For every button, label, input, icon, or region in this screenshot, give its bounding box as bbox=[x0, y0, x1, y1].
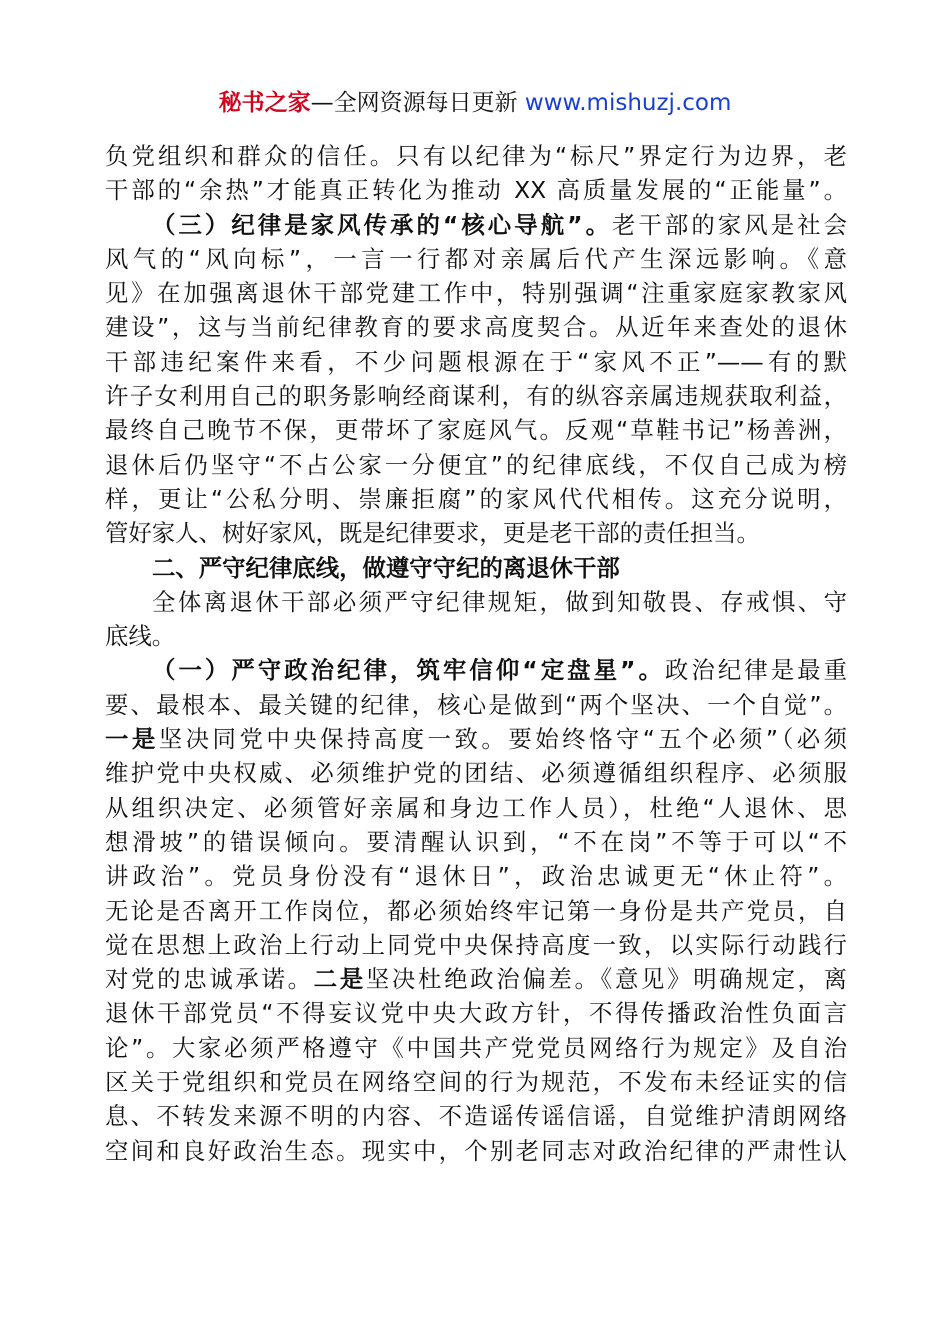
site-brand: 秘书之家 bbox=[218, 90, 311, 116]
text-line: 觉在思想上政治上行动上同党中央保持高度一致，以实际行动践行 bbox=[105, 930, 847, 959]
text-line: 全体离退休干部必须严守纪律规矩，做到知敬畏、存戒惧、守 bbox=[152, 587, 847, 616]
text-line: 退休后仍坚守“不占公家一分便宜”的纪律底线，不仅自己成为榜 bbox=[105, 450, 847, 479]
text-line: 无论是否离开工作岗位，都必须始终牢记第一身份是共产党员，自 bbox=[105, 896, 847, 925]
text-line: 干部违纪案件来看，不少问题根源在于“家风不正”——有的默 bbox=[105, 347, 847, 376]
text-line: 退休干部党员“不得妄议党中央大政方针，不得传播政治性负面言 bbox=[105, 999, 847, 1028]
site-slogan: —全网资源每日更新 bbox=[310, 90, 525, 116]
text-line: 对党的忠诚承诺。二是坚决杜绝政治偏差。《意见》明确规定，离 bbox=[105, 965, 847, 994]
text-line: 一是坚决同党中央保持高度一致。要始终恪守“五个必须”（必须 bbox=[105, 725, 847, 754]
text-line: 息、不转发来源不明的内容、不造谣传谣信谣，自觉维护清朗网络 bbox=[105, 1102, 847, 1131]
text-line: 要、最根本、最关键的纪律，核心是做到“两个坚决、一个自觉”。 bbox=[105, 690, 847, 719]
subheading-line: （一）严守政治纪律，筑牢信仰“定盘星”。政治纪律是最重 bbox=[152, 656, 847, 685]
text-line: 从组织决定、必须管好亲属和身边工作人员），杜绝“人退休、思 bbox=[105, 793, 847, 822]
site-url-link[interactable]: www.mishuzj.com bbox=[524, 90, 732, 116]
text-line: 见》在加强离退休干部党建工作中，特别强调“注重家庭家教家风 bbox=[105, 279, 847, 308]
site-header bbox=[0, 86, 950, 120]
text-line: 底线。 bbox=[105, 622, 176, 651]
text-line: 样，更让“公私分明、崇廉拒腐”的家风代代相传。这充分说明， bbox=[105, 484, 847, 513]
text-line: 论”。大家必须严格遵守《中国共产党党员网络行为规定》及自治 bbox=[105, 1033, 847, 1062]
subheading: （三）纪律是家风传承的“核心导航”。 bbox=[152, 210, 613, 239]
text-line: 负党组织和群众的信任。只有以纪律为“标尺”界定行为边界，老 bbox=[105, 142, 847, 170]
subheading-line: （三）纪律是家风传承的“核心导航”。老干部的家风是社会 bbox=[152, 210, 848, 239]
document-body bbox=[105, 139, 847, 1168]
text-line: 管好家人、树好家风，既是纪律要求，更是老干部的责任担当。 bbox=[105, 519, 760, 548]
text-line: 想滑坡”的错误倾向。要清醒认识到，“不在岗”不等于可以“不 bbox=[105, 827, 847, 856]
text-line: 许子女利用自己的职务影响经商谋利，有的纵容亲属违规获取利益， bbox=[105, 382, 847, 411]
text-line: 最终自己晚节不保，更带坏了家庭风气。反观“草鞋书记”杨善洲， bbox=[105, 416, 847, 445]
text-line: 区关于党组织和党员在网络空间的行为规范，不发布未经证实的信 bbox=[105, 1068, 847, 1097]
text-line: 建设”，这与当前纪律教育的要求高度契合。从近年来查处的退休 bbox=[105, 313, 847, 342]
subheading: （一）严守政治纪律，筑牢信仰“定盘星”。 bbox=[152, 656, 665, 685]
text-line: 维护党中央权威、必须维护党的团结、必须遵循组织程序、必须服 bbox=[105, 759, 847, 788]
text-line: 风气的“风向标”，一言一行都对亲属后代产生深远影响。《意 bbox=[105, 244, 847, 273]
text-line: 空间和良好政治生态。现实中，个别老同志对政治纪律的严肃性认 bbox=[105, 1136, 847, 1165]
section-heading: 二、严守纪律底线，做遵守守纪的离退休干部 bbox=[152, 553, 620, 582]
text-line: 干部的“余热”才能真正转化为推动 XX 高质量发展的“正能量”。 bbox=[105, 176, 847, 205]
text-line: 讲政治”。党员身份没有“退休日”，政治忠诚更无“休止符”。 bbox=[105, 862, 847, 891]
